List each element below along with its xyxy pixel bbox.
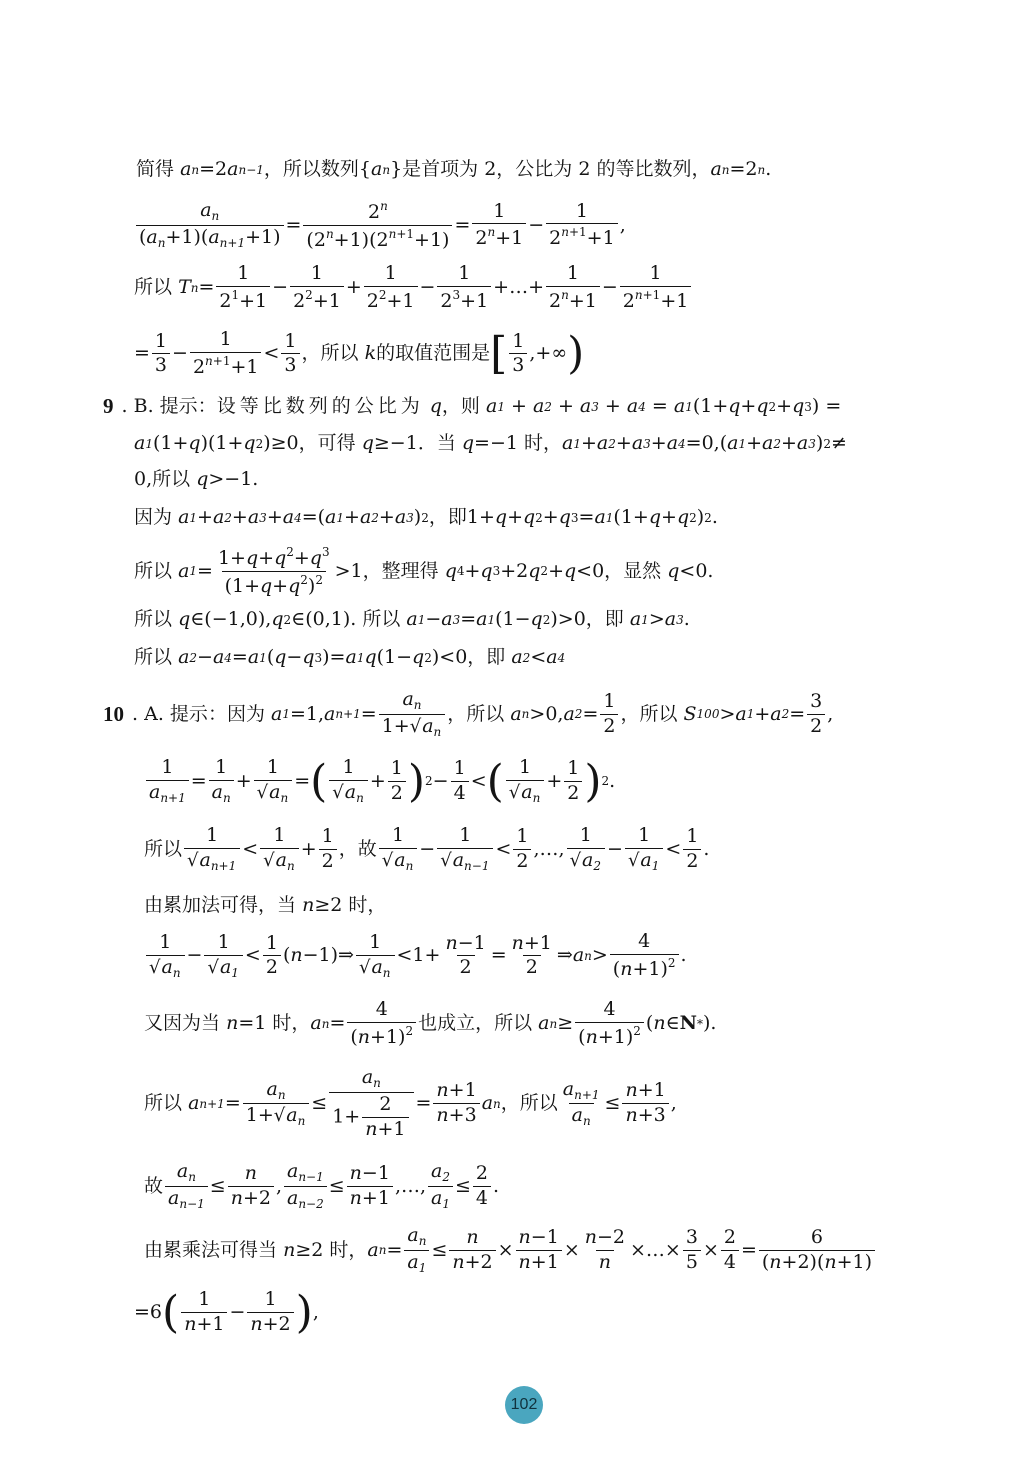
problem-10-line-3: 所以 $\frac{1}{√a_{n+1}}$ < $\frac{1}{√a_n}$ + $\frac{1}{2}$ ，故 $\frac{1}{√a_n}$ − $\frac{1}{√a_{n-1}}$ < $\frac{1}{2}$ ,…, $\frac{1}{√a_2}$ − $\frac{1}{√a_1}$ < $\frac{1}{2}$ .	[144, 824, 710, 873]
solution-line-1: 简得 a n =2 a n−1 ，所以数列 { a n } 是首项为 2，公比为 2 的等比数列， a n =2 n .	[136, 158, 772, 180]
problem-9-line-6: 所以 q ∈(−1,0), q 2 ∈(0,1). 所以 a 1 − a 3 = a 1 (1− q 2 )>0 ，即 a 1 > a 3 .	[134, 608, 690, 630]
problem-10-line-7: 所以 a n+1 = $\frac{a_n}{1+√a_n}$ ≤ $a_n$ 1+ $\frac{2}{n+1}$ = $\frac{n+1}{n+3}$ a n ，所以 $\frac{a_{n+1}}{a_n}$ ≤ $\frac{n+1}{n+3}$ ,	[144, 1066, 677, 1140]
problem-10-line-9: 由累乘法可得当 n ≥2 时， a n = $\frac{a_n}{a_1}$ ≤ $\frac{n}{n+2}$ × $\frac{n-1}{n+1}$ × $\frac{n-2}{n}$ ×…× $\frac{3}{5}$ × $\frac{2}{4}$ = $\frac{6}{(n+2)(n+1)}$	[144, 1226, 877, 1274]
problem-9-line-7: 所以 a 2 − a 4 = a 1 ( q − q 3 )= a 1 q (1− q 2 )<0 ，即 a 2 < a 4	[134, 646, 566, 668]
problem-9-line-3: 0, 所以 q >−1.	[134, 468, 259, 490]
problem-10-line-2: $\frac{1}{a_{n+1}}$ = $\frac{1}{a_n}$ + $\frac{1}{√a_n}$ = ( $\frac{1}{√a_n}$ + $\frac{1}{2}$ ) 2 − $\frac{1}{4}$ < ( $\frac{1}{√a_n}$ + $\frac{1}{2}$ ) 2 .	[144, 758, 615, 805]
problem-9-line-2: a 1 (1+ q )(1+ q 2 )≥0 ，可得 q ≥−1 ．当 q =−1 时， a 1 + a 2 + a 3 + a 4 =0,( a 1 + a 2 + a 3 ) 2 ≠	[134, 432, 847, 454]
problem-number: 10	[103, 701, 124, 726]
problem-10-line-5: $\frac{1}{√a_n}$ − $\frac{1}{√a_1}$ < $\frac{1}{2}$ ( n −1)⇒ $\frac{1}{√a_n}$ <1+ $\frac{n-1}{2}$ = $\frac{n+1}{2}$ ⇒ a n > $\frac{4}{(n+1)^2}$ .	[144, 932, 687, 980]
problem-10-line-6: 又因为当 n =1 时， a n = $\frac{4}{(n+1)^2}$ 也成立，所以 a n ≥ $\frac{4}{(n+1)^2}$ ( n ∈ N * ).	[144, 998, 717, 1048]
problem-number: 9	[103, 394, 114, 418]
problem-10-line-1: 10 . A . 提示 ： 因为 a 1 =1, a n+1 = $\frac{a_n}{1+√a_n}$ ，所以 a n >0, a 2 = $\frac{1}{2}$ ，所以 S 100 > a 1 + a 2 = $\frac{3}{2}$ ,	[103, 688, 834, 739]
problem-10-line-4: 由累加法可得，当 n ≥2 时，	[144, 894, 387, 916]
problem-10-line-10: =6 ( $\frac{1}{n+1}$ − $\frac{1}{n+2}$ ) ,	[134, 1286, 319, 1338]
page-number-badge: 102	[505, 1386, 543, 1424]
solution-line-4: = $\frac{1}{3}$ − $\frac{1}{2^{n+1}+1}$ < $\frac{1}{3}$ ，所以 k 的取值范围是 [ $\frac{1}{3}$ ,+∞ )	[134, 328, 585, 380]
problem-10-line-8: 故 $\frac{a_n}{a_{n-1}}$ ≤ $\frac{n}{n+2}$ , $\frac{a_{n-1}}{a_{n-2}}$ ≤ $\frac{n-1}{n+1}$ ,…, $\frac{a_2}{a_1}$ ≤ $\frac{2}{4}$ .	[144, 1160, 500, 1211]
problem-9-line-1: 9 . B . 提示 ： 设等比数列的公比为 q ，则 a 1 + a 2 + a 3 + a 4 = a 1 (1+ q + q 2 + q 3 ) =	[103, 394, 842, 418]
problem-9-line-5: 所以 a 1 = $\frac{1+q+q^2+q^3}{(1+q+q^2)^2}$ >1 ，整理得 q 4 + q 3 +2 q 2 + q <0 ，显然 q <0.	[134, 545, 714, 597]
solution-line-3: 所以 T n = $\frac{1}{2^1+1}$ − $\frac{1}{2^2+1}$ + $\frac{1}{2^2+1}$ − $\frac{1}{2^3+1}$ +…+ $\frac{1}{2^n+1}$ − $\frac{1}{2^{n+1}+1}$	[134, 264, 693, 312]
problem-9-line-4: 因为 a 1 + a 2 + a 3 + a 4 =( a 1 + a 2 + a 3 ) 2 ，即 1+ q + q 2 + q 3 = a 1 (1+ q + q 2 ) 2 .	[134, 506, 718, 528]
solution-line-2: $\frac{a_n}{(a_n+1)(a_{n+1}+1)}$ = $\frac{2^n}{(2^n+1)(2^{n+1}+1)}$ = $\frac{1}{2^n+1}$ − $\frac{1}{2^{n+1}+1}$ ,	[134, 200, 626, 251]
